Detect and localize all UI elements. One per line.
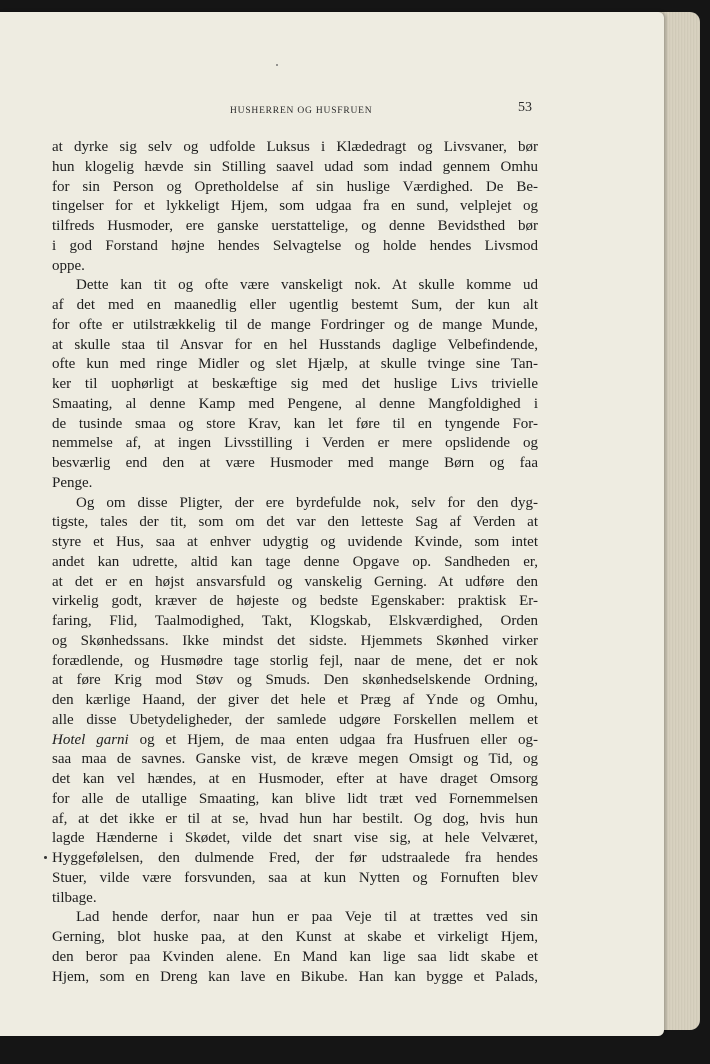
text-line: Lad hende derfor, naar hun er paa Veje til at trættes ved sin xyxy=(76,909,538,926)
text-line: saa maa de savnes. Ganske vist, de kræve megen Omsigt og Tid, og xyxy=(52,751,538,768)
text-line: andet kan udrette, altid kan tage denne Opgave op. Sandheden er, xyxy=(52,553,538,570)
text-line: forædlende, og Husmødre tage storlig fejl, naar de mene, det er nok xyxy=(52,652,538,669)
text-line: Gerning, blot huske paa, at den Kunst at skabe et virkeligt Hjem, xyxy=(52,929,538,945)
text-line: Stuer, vilde være forsvunden, saa at kun Nytten og Fornuften blev xyxy=(52,869,538,886)
text-line: af det med en maanedlig eller ugentlig bestemt Sum, der kun alt xyxy=(52,297,538,313)
text-line: faring, Flid, Taalmodighed, Takt, Klogskab, Elskværdighed, Orden xyxy=(52,613,538,629)
running-head: HUSHERREN OG HUSFRUEN xyxy=(230,106,373,116)
text-line: lagde Hænderne i Skødet, vilde det snart vise sig, at hele Velværet, xyxy=(52,830,538,847)
text-line: og Skønhedssans. Ikke mindst det sidste. Hjemmets Skønhed virker xyxy=(52,632,538,649)
text-line: Penge. xyxy=(52,474,93,491)
body-text xyxy=(52,138,538,987)
text-line: nemmelse af, at ingen Livsstilling i Verden er mere opslidende og xyxy=(52,435,538,452)
text-line: i god Forstand højne hendes Selvagtelse og holde hendes Livsmod xyxy=(52,237,538,254)
text-line: styre et Hus, saa at enhver udygtig og uvidende Kvinde, som intet xyxy=(52,534,538,550)
text-line: den beror paa Kvinden alene. En Mand kan lige saa lidt skabe et xyxy=(52,948,538,965)
text-line: tilbage. xyxy=(52,889,97,906)
text-line: Hyggefølelsen, den dulmende Fred, der før udstraalede fra hendes xyxy=(52,850,538,866)
text-line: at dyrke sig selv og udfolde Luksus i Klædedragt og Livsvaner, bør xyxy=(52,139,538,155)
text-line: for ofte er utilstrækkelig til de mange Fordringer og de mange Munde, xyxy=(52,316,538,333)
text-line xyxy=(52,731,538,751)
text-line: tilfreds Husmoder, ere ganske uerstattelige, og denne Bevidsthed bør xyxy=(52,218,538,234)
book-page xyxy=(0,12,664,1036)
text-line: for alle de utallige Smaating, kan blive lidt træt ved Fornemmelsen xyxy=(52,790,538,807)
text-line: for sin Person og Opretholdelse af sin huslige Værdighed. De Be- xyxy=(52,178,538,195)
text-line: alle disse Ubetydeligheder, der samlede udgøre Forskellen mellem et xyxy=(52,711,538,728)
text-line: besværlig end den at være Husmoder med mange Børn og faa xyxy=(52,455,538,471)
text-line: hun klogelig hævde sin Stilling saavel udad som indad gennem Omhu xyxy=(52,158,538,175)
text-line: at skulle staa til Ansvar for en hel Husstands daglige Velbefindende, xyxy=(52,336,538,353)
text-line: oppe. xyxy=(52,257,85,274)
text-line: de tusinde smaa og store Krav, kan let føre til en tyngende For- xyxy=(52,415,538,432)
text-line: tigste, tales der tit, som om det var den letteste Sag af Verden at xyxy=(52,514,538,531)
italic-phrase: Hotel garni xyxy=(52,731,129,748)
text-line: tingelser for et lykkeligt Hjem, som udgaa fra en sund, velplejet og xyxy=(52,198,538,215)
text-line: ker til uophørligt at beskæftige sig med det huslige Livs trivielle xyxy=(52,376,538,392)
print-speck xyxy=(276,64,278,66)
text-line: Og om disse Pligter, der ere byrdefulde nok, selv for den dyg- xyxy=(76,494,538,511)
text-line: at det er en højst ansvarsfuld og vanskelig Gerning. At udføre den xyxy=(52,573,538,590)
text-line: det kan vel hændes, at en Husmoder, efter at have draget Omsorg xyxy=(52,771,538,787)
text-line: Smaating, al denne Kamp med Pengene, al denne Mangfoldighed i xyxy=(52,395,538,412)
text-line: virkelig godt, kræver de højeste og bedste Egenskaber: praktisk Er- xyxy=(52,593,538,610)
text-line: af, at det ikke er til at se, hvad hun har bestilt. Og dog, hvis hun xyxy=(52,810,538,827)
text-line: ofte kun med ringe Midler og slet Hjælp, at skulle tvinge sine Tan- xyxy=(52,356,538,373)
text-line: Hjem, som en Dreng kan lave en Bikube. Han kan bygge et Palads, xyxy=(52,968,538,985)
text-line: Dette kan tit og ofte være vanskeligt nok. At skulle komme ud xyxy=(76,277,538,294)
margin-mark xyxy=(44,856,47,859)
text-line: den kærlige Haand, der giver det hele et Præg af Ynde og Omhu, xyxy=(52,692,538,708)
text-line: at føre Krig mod Støv og Smuds. Den skønhedselskende Ordning, xyxy=(52,672,538,689)
line-text: og et Hjem, de maa enten udgaa fra Husfruen eller og- xyxy=(128,731,538,748)
page-number: 53 xyxy=(518,100,532,115)
